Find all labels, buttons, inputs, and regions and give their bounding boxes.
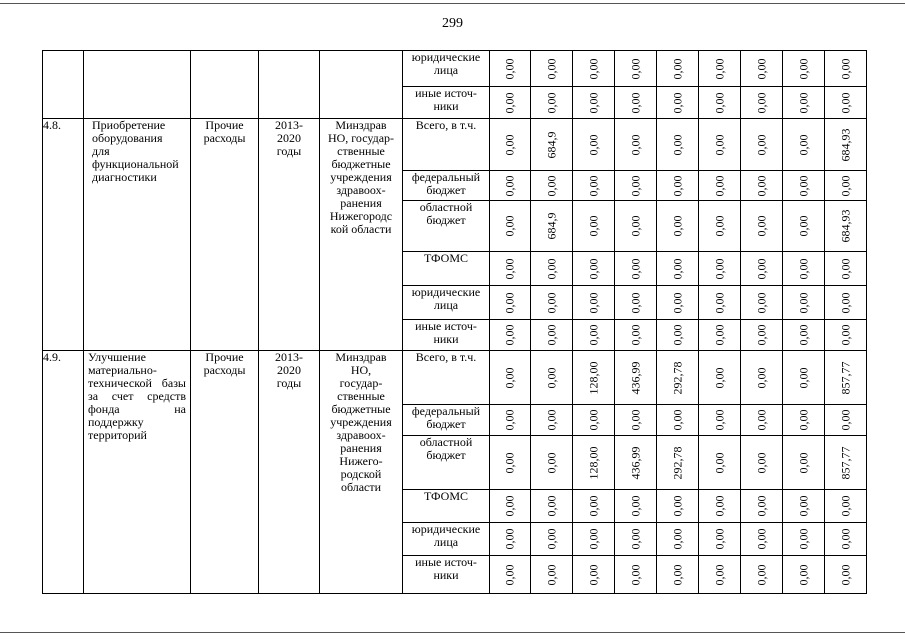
value-cell — [699, 51, 741, 87]
value-text: 0,00 — [502, 58, 517, 79]
value-text: 0,00 — [838, 409, 852, 431]
value-cell — [699, 201, 741, 252]
responsible-org-text: Минздрав НО, государ-ственные бюджетные учреждения здравоох-ранения Нижего-родской области — [330, 350, 392, 494]
value-text: 0,00 — [838, 58, 852, 79]
value-cell — [657, 119, 699, 171]
value-text: 0,00 — [670, 215, 684, 237]
value-cell — [531, 523, 573, 556]
value-cell — [490, 286, 531, 320]
value-text: 0,00 — [544, 409, 558, 431]
funding-source: иные источ-ники — [403, 320, 490, 351]
value-text: 0,00 — [628, 292, 642, 313]
value-text: 0,00 — [670, 292, 684, 313]
value-text: 0,00 — [628, 495, 642, 517]
value-cell — [783, 252, 825, 286]
value-cell — [783, 556, 825, 594]
funding-source: Всего, в т.ч. — [403, 351, 490, 405]
value-text: 0,00 — [628, 258, 642, 279]
value-text: 0,00 — [544, 258, 558, 279]
funding-source: юридические лица — [403, 286, 490, 320]
period — [259, 119, 320, 351]
value-cell — [490, 436, 531, 490]
value-text: 0,00 — [838, 564, 852, 585]
value-text: 0,00 — [796, 564, 810, 585]
value-cell — [657, 523, 699, 556]
value-cell — [825, 87, 867, 119]
item-number — [43, 119, 84, 351]
value-cell — [615, 51, 657, 87]
value-cell — [490, 490, 531, 523]
value-cell — [699, 436, 741, 490]
value-cell — [531, 556, 573, 594]
value-text: 0,00 — [544, 58, 558, 79]
value-text: 0,00 — [544, 367, 558, 388]
value-text: 0,00 — [712, 215, 726, 237]
value-cell — [699, 87, 741, 119]
expense-type — [191, 351, 259, 594]
value-cell — [657, 320, 699, 351]
value-cell — [825, 405, 867, 436]
value-text: 0,00 — [796, 92, 810, 113]
value-cell — [531, 320, 573, 351]
value-text: 0,00 — [670, 528, 684, 550]
value-cell — [825, 436, 867, 490]
value-cell — [825, 286, 867, 320]
value-text: 0,00 — [838, 324, 852, 346]
value-cell — [531, 351, 573, 405]
value-text: 0,00 — [628, 58, 642, 79]
value-cell — [825, 252, 867, 286]
value-text: 0,00 — [628, 92, 642, 113]
value-text: 0,00 — [754, 134, 768, 155]
funding-source: федеральный бюджет — [403, 171, 490, 201]
value-text: 0,00 — [838, 92, 852, 113]
value-text: 0,00 — [502, 324, 517, 346]
value-cell — [615, 119, 657, 171]
value-cell — [615, 201, 657, 252]
value-text: 0,00 — [586, 564, 600, 585]
value-cell — [657, 405, 699, 436]
value-cell — [657, 490, 699, 523]
value-text: 0,00 — [712, 258, 726, 279]
item-name — [84, 119, 191, 351]
value-cell — [657, 556, 699, 594]
funding-source: иные источ-ники — [403, 556, 490, 594]
value-cell — [531, 51, 573, 87]
responsible-cell — [320, 51, 403, 119]
value-cell — [741, 87, 783, 119]
value-text: 0,00 — [838, 495, 852, 517]
value-text: 128,00 — [586, 361, 600, 394]
value-cell — [573, 320, 615, 351]
value-text: 0,00 — [628, 134, 642, 155]
value-text: 857,77 — [838, 446, 852, 479]
value-text: 684,93 — [838, 128, 852, 161]
value-text: 0,00 — [586, 258, 600, 279]
value-cell — [490, 119, 531, 171]
value-text: 0,00 — [754, 92, 768, 113]
value-text: 0,00 — [796, 409, 810, 431]
page-number: 299 — [442, 16, 463, 31]
value-cell — [783, 436, 825, 490]
funding-source: юридические лица — [403, 523, 490, 556]
value-cell — [657, 351, 699, 405]
value-text: 0,00 — [838, 528, 852, 550]
value-cell — [741, 119, 783, 171]
value-text: 0,00 — [586, 92, 600, 113]
value-cell — [699, 252, 741, 286]
funding-source: иные источ-ники — [403, 87, 490, 119]
value-cell — [783, 119, 825, 171]
value-text: 0,00 — [754, 258, 768, 279]
value-text: 0,00 — [670, 495, 684, 517]
value-cell — [490, 87, 531, 119]
value-text: 0,00 — [712, 175, 726, 196]
item-name-text: Приобретение оборудования для функциональной диагностики — [92, 118, 179, 184]
value-cell — [783, 286, 825, 320]
value-cell — [573, 351, 615, 405]
value-cell — [573, 436, 615, 490]
value-cell — [573, 201, 615, 252]
item-name-cell — [84, 51, 191, 119]
value-cell — [699, 286, 741, 320]
value-text: 0,00 — [502, 452, 517, 473]
value-text: 0,00 — [838, 258, 852, 279]
value-cell — [699, 556, 741, 594]
value-text: 0,00 — [712, 367, 726, 388]
value-text: 0,00 — [754, 409, 768, 431]
value-cell — [825, 523, 867, 556]
value-text: 0,00 — [754, 292, 768, 313]
value-text: 0,00 — [754, 564, 768, 585]
value-text: 0,00 — [796, 324, 810, 346]
value-cell — [699, 405, 741, 436]
value-cell — [657, 252, 699, 286]
item-number-text: 4.9. — [43, 350, 61, 364]
value-text: 0,00 — [712, 292, 726, 313]
value-cell — [825, 351, 867, 405]
value-cell — [490, 556, 531, 594]
value-text: 0,00 — [502, 175, 517, 196]
value-text: 0,00 — [544, 292, 558, 313]
value-text: 0,00 — [754, 367, 768, 388]
value-cell — [783, 405, 825, 436]
value-text: 0,00 — [586, 134, 600, 155]
value-cell — [657, 87, 699, 119]
value-text: 0,00 — [586, 292, 600, 313]
value-cell — [699, 523, 741, 556]
value-cell — [783, 171, 825, 201]
expense-type-cell — [191, 51, 259, 119]
value-cell — [573, 119, 615, 171]
value-cell — [615, 523, 657, 556]
value-cell — [741, 252, 783, 286]
bottom-rule — [0, 632, 905, 633]
value-cell — [615, 320, 657, 351]
value-cell — [573, 171, 615, 201]
value-text: 0,00 — [754, 324, 768, 346]
value-cell — [531, 252, 573, 286]
value-text: 0,00 — [586, 58, 600, 79]
value-cell — [741, 523, 783, 556]
value-cell — [825, 119, 867, 171]
value-cell — [741, 201, 783, 252]
value-cell — [699, 351, 741, 405]
value-cell — [783, 351, 825, 405]
value-cell — [783, 523, 825, 556]
value-text: 0,00 — [544, 452, 558, 473]
value-cell — [783, 51, 825, 87]
value-cell — [741, 436, 783, 490]
value-text: 0,00 — [628, 324, 642, 346]
value-text: 0,00 — [754, 452, 768, 473]
value-text: 436,99 — [628, 361, 642, 394]
item-name — [84, 351, 191, 594]
value-cell — [825, 171, 867, 201]
value-cell — [615, 490, 657, 523]
value-text: 0,00 — [628, 409, 642, 431]
table-row — [43, 51, 867, 87]
value-cell — [657, 286, 699, 320]
value-text: 292,78 — [670, 446, 684, 479]
value-cell — [573, 405, 615, 436]
responsible-org — [320, 351, 403, 594]
value-cell — [741, 556, 783, 594]
value-cell — [573, 523, 615, 556]
value-text: 0,00 — [544, 175, 558, 196]
value-cell — [741, 286, 783, 320]
value-cell — [573, 556, 615, 594]
value-text: 0,00 — [796, 175, 810, 196]
funding-source: ТФОМС — [403, 490, 490, 523]
value-text: 0,00 — [544, 92, 558, 113]
value-text: 0,00 — [586, 175, 600, 196]
funding-source: областной бюджет — [403, 436, 490, 490]
value-text: 0,00 — [670, 134, 684, 155]
value-cell — [657, 171, 699, 201]
value-text: 0,00 — [796, 215, 810, 237]
period-text: 2013-2020 годы — [275, 118, 303, 158]
value-text: 684,9 — [544, 131, 558, 158]
value-text: 0,00 — [628, 528, 642, 550]
budget-table — [42, 50, 867, 594]
value-text: 0,00 — [502, 495, 517, 517]
value-cell — [490, 523, 531, 556]
value-cell — [490, 351, 531, 405]
value-text: 0,00 — [502, 528, 517, 550]
value-text: 0,00 — [502, 367, 517, 388]
value-cell — [573, 51, 615, 87]
value-text: 0,00 — [544, 528, 558, 550]
value-text: 0,00 — [712, 528, 726, 550]
funding-source: федеральный бюджет — [403, 405, 490, 436]
value-cell — [825, 51, 867, 87]
value-text: 0,00 — [712, 92, 726, 113]
funding-source: ТФОМС — [403, 252, 490, 286]
value-cell — [490, 201, 531, 252]
table-row — [43, 119, 867, 171]
value-cell — [825, 556, 867, 594]
value-text: 0,00 — [712, 409, 726, 431]
value-cell — [741, 320, 783, 351]
value-text: 0,00 — [796, 367, 810, 388]
value-text: 0,00 — [838, 175, 852, 196]
value-text: 857,77 — [838, 361, 852, 394]
value-text: 0,00 — [796, 495, 810, 517]
value-text: 0,00 — [502, 92, 517, 113]
value-cell — [490, 51, 531, 87]
value-cell — [531, 286, 573, 320]
value-cell — [783, 320, 825, 351]
value-text: 0,00 — [712, 324, 726, 346]
value-text: 0,00 — [544, 564, 558, 585]
value-cell — [699, 490, 741, 523]
value-text: 0,00 — [502, 258, 517, 279]
item-name-text: Улучшение материально-технической базы за счет средств фонда на поддержку территорий — [88, 350, 186, 442]
value-text: 0,00 — [544, 324, 558, 346]
value-cell — [825, 320, 867, 351]
value-cell — [531, 119, 573, 171]
value-text: 0,00 — [586, 409, 600, 431]
value-cell — [573, 490, 615, 523]
value-text: 0,00 — [712, 452, 726, 473]
value-cell — [741, 351, 783, 405]
value-cell — [825, 201, 867, 252]
value-text: 0,00 — [796, 58, 810, 79]
value-cell — [741, 405, 783, 436]
value-cell — [741, 51, 783, 87]
value-cell — [699, 320, 741, 351]
value-cell — [490, 405, 531, 436]
value-text: 0,00 — [796, 134, 810, 155]
value-text: 292,78 — [670, 361, 684, 394]
value-cell — [615, 436, 657, 490]
value-cell — [573, 252, 615, 286]
period — [259, 351, 320, 594]
value-cell — [573, 286, 615, 320]
value-text: 0,00 — [712, 495, 726, 517]
value-text: 0,00 — [502, 215, 517, 237]
value-cell — [490, 171, 531, 201]
value-cell — [615, 171, 657, 201]
value-text: 128,00 — [586, 446, 600, 479]
value-text: 0,00 — [754, 495, 768, 517]
value-cell — [783, 201, 825, 252]
table-row — [43, 351, 867, 405]
value-text: 0,00 — [544, 495, 558, 517]
value-text: 0,00 — [670, 409, 684, 431]
value-text: 0,00 — [754, 58, 768, 79]
value-text: 0,00 — [502, 134, 517, 155]
value-cell — [657, 201, 699, 252]
value-text: 0,00 — [502, 292, 517, 313]
value-text: 0,00 — [628, 564, 642, 585]
value-text: 0,00 — [586, 495, 600, 517]
expense-type-text: Прочие расходы — [203, 350, 246, 377]
value-cell — [490, 252, 531, 286]
value-text: 0,00 — [754, 215, 768, 237]
value-text: 0,00 — [628, 215, 642, 237]
value-cell — [531, 201, 573, 252]
value-text: 0,00 — [670, 92, 684, 113]
value-cell — [573, 87, 615, 119]
item-number — [43, 351, 84, 594]
value-text: 0,00 — [796, 528, 810, 550]
value-text: 0,00 — [712, 58, 726, 79]
value-cell — [741, 171, 783, 201]
value-cell — [783, 490, 825, 523]
value-cell — [699, 171, 741, 201]
value-text: 0,00 — [502, 564, 517, 585]
responsible-org-text: Минздрав НО, государ-ственные бюджетные учреждения здравоох-ранения Нижегородс кой области — [327, 118, 395, 236]
value-text: 0,00 — [796, 292, 810, 313]
value-cell — [615, 405, 657, 436]
value-text: 0,00 — [586, 215, 600, 237]
value-cell — [490, 320, 531, 351]
value-text: 0,00 — [670, 564, 684, 585]
value-text: 0,00 — [670, 324, 684, 346]
expense-type-text: Прочие расходы — [203, 118, 246, 145]
value-cell — [615, 556, 657, 594]
value-text: 0,00 — [586, 528, 600, 550]
value-text: 0,00 — [754, 528, 768, 550]
value-cell — [825, 490, 867, 523]
period-cell — [259, 51, 320, 119]
value-text: 436,99 — [628, 446, 642, 479]
value-cell — [531, 87, 573, 119]
value-cell — [615, 286, 657, 320]
value-cell — [699, 119, 741, 171]
funding-source: областной бюджет — [403, 201, 490, 252]
value-text: 0,00 — [838, 292, 852, 313]
value-text: 0,00 — [712, 564, 726, 585]
period-text: 2013-2020 годы — [275, 350, 303, 390]
value-text: 0,00 — [670, 258, 684, 279]
value-text: 0,00 — [502, 409, 517, 431]
value-cell — [531, 171, 573, 201]
value-text: 0,00 — [712, 134, 726, 155]
funding-source: Всего, в т.ч. — [403, 119, 490, 171]
value-cell — [615, 351, 657, 405]
funding-source: юридические лица — [403, 51, 490, 87]
value-cell — [657, 436, 699, 490]
value-cell — [657, 51, 699, 87]
value-cell — [531, 436, 573, 490]
value-cell — [531, 490, 573, 523]
item-number-text: 4.8. — [43, 118, 61, 132]
value-text: 684,93 — [838, 209, 852, 243]
value-text: 0,00 — [796, 452, 810, 473]
value-cell — [531, 405, 573, 436]
top-rule — [0, 3, 905, 4]
value-cell — [783, 87, 825, 119]
value-cell — [615, 87, 657, 119]
item-number-cell — [43, 51, 84, 119]
value-text: 0,00 — [628, 175, 642, 196]
value-text: 0,00 — [670, 175, 684, 196]
value-cell — [741, 490, 783, 523]
value-text: 0,00 — [586, 324, 600, 346]
table-body — [43, 51, 867, 594]
value-text: 0,00 — [796, 258, 810, 279]
value-cell — [615, 252, 657, 286]
value-text: 684,9 — [544, 212, 558, 240]
responsible-org — [320, 119, 403, 351]
value-text: 0,00 — [754, 175, 768, 196]
expense-type — [191, 119, 259, 351]
value-text: 0,00 — [670, 58, 684, 79]
